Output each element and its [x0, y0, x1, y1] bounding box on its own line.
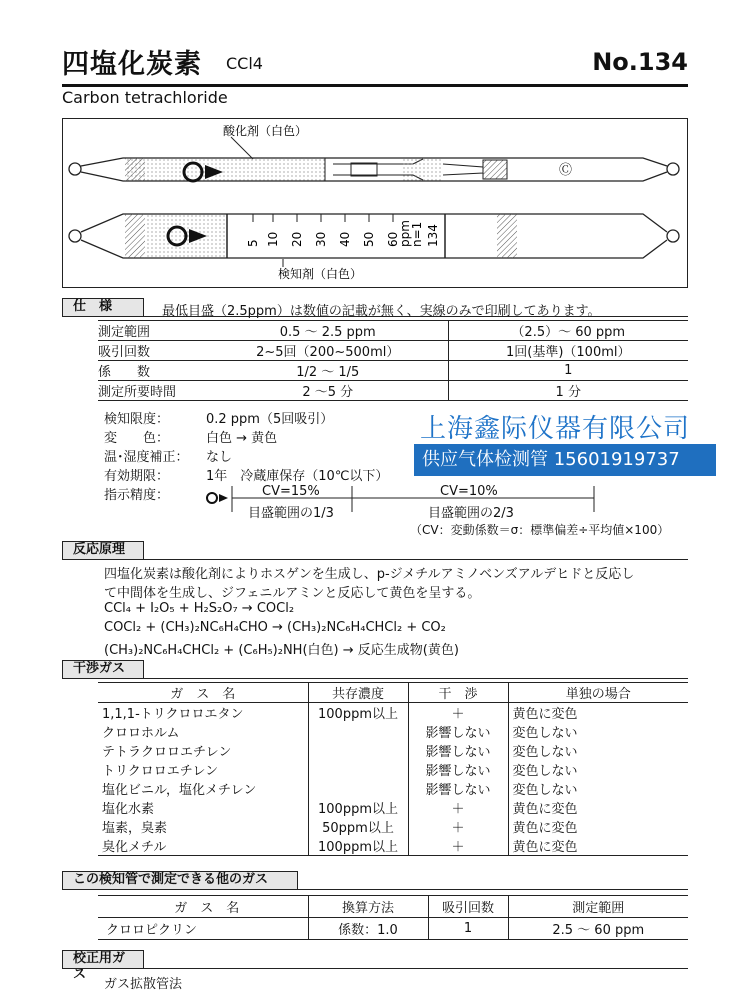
- scale-label: 50: [362, 231, 376, 247]
- column-header: 換算方法: [308, 896, 428, 918]
- cell: 塩化水素: [102, 802, 155, 817]
- cell: 測定範囲: [98, 321, 208, 341]
- other-gases-table: [98, 895, 688, 940]
- table-row: [98, 321, 688, 341]
- table-row: [98, 817, 688, 836]
- scale-label: 134: [426, 224, 440, 247]
- scale-labels: [246, 214, 440, 247]
- cell: トリクロロエチレン: [102, 764, 219, 779]
- cell: 100ppm以上: [308, 703, 408, 723]
- tube-top: [69, 137, 679, 181]
- scale-label: 5: [246, 239, 260, 247]
- table-row: [98, 722, 688, 741]
- cell: 1,1,1-トリクロロエタン: [102, 707, 244, 722]
- cell: 係数：1.0: [308, 918, 428, 940]
- cell: 100ppm以上: [308, 836, 408, 856]
- range-low: 目盛範囲の1/3: [248, 506, 334, 521]
- scale-label: 60: [386, 231, 400, 247]
- calibration-heading: 校正用ガス: [62, 950, 144, 969]
- table-row: [98, 836, 688, 856]
- cell: 黄色に変色: [508, 798, 688, 817]
- interference-table: [98, 682, 688, 856]
- interference-rule: [62, 678, 688, 679]
- cell: 黄色に変色: [508, 703, 688, 723]
- cv-low: CV=15%: [262, 484, 320, 499]
- reaction-text: て中間体を生成し、ジフェニルアミンと反応して黄色を呈する。: [104, 586, 481, 601]
- spec-rule: [62, 316, 688, 317]
- cell: [308, 760, 408, 779]
- table-row: [98, 741, 688, 760]
- reaction-text: 四塩化炭素は酸化剤によりホスゲンを生成し、p-ジメチルアミノベンズアルデヒドと反応し: [104, 567, 635, 582]
- cv-note: （CV：変動係数＝σ：標準偏差÷平均値×100）: [410, 523, 670, 537]
- table-header-row: [98, 896, 688, 918]
- cell: [308, 722, 408, 741]
- cell: 影響しない: [408, 760, 508, 779]
- cell: ＋: [408, 798, 508, 817]
- calibration-rule: [62, 968, 688, 969]
- equation: (CH₃)₂NC₆H₄CHCl₂ + (C₆H₅)₂NH(白色) → 反応生成物(黄色): [104, 643, 459, 658]
- watermark-company: 上海鑫际仪器有限公司: [420, 414, 691, 444]
- column-header: 吸引回数: [428, 896, 508, 918]
- tube-diagram: [63, 119, 686, 286]
- interference-heading: 干渉ガス: [62, 660, 144, 679]
- cell: 1 分: [448, 381, 688, 401]
- cv-high: CV=10%: [440, 484, 498, 499]
- equation: CCl₄ + I₂O₅ + H₂S₂O₇ → COCl₂: [104, 601, 295, 616]
- spec-heading: 仕 様: [62, 298, 144, 317]
- cell: 係 数: [98, 361, 208, 381]
- cell: クロロホルム: [102, 726, 180, 741]
- column-header: ガ ス 名: [98, 683, 308, 703]
- detail-label: 有効期限：: [104, 469, 170, 484]
- column-header: 測定範囲: [508, 896, 688, 918]
- table-header-row: [98, 683, 688, 703]
- scale-label: n=1: [410, 221, 424, 247]
- cell: ＋: [408, 836, 508, 856]
- cell: 変色しない: [508, 741, 688, 760]
- cell: 変色しない: [508, 722, 688, 741]
- reaction-heading: 反応原理: [62, 541, 144, 560]
- title-rule: [62, 84, 688, 87]
- english-name: Carbon tetrachloride: [62, 88, 228, 107]
- cell: 臭化メチル: [98, 836, 308, 856]
- cell: [308, 779, 408, 798]
- reaction-rule: [62, 559, 688, 560]
- column-header: 干 渉: [408, 683, 508, 703]
- cell: クロロピクリン: [98, 918, 308, 940]
- tube-figure: [62, 118, 688, 288]
- chemical-formula: CCl4: [226, 54, 263, 73]
- oxidant-label: 酸化剤（白色）: [223, 124, 308, 138]
- cell: 測定所要時間: [98, 381, 208, 401]
- cell: 1回(基準)（100ml）: [448, 341, 688, 361]
- table-row: [98, 760, 688, 779]
- cell: 影響しない: [408, 741, 508, 760]
- cell: 影響しない: [408, 779, 508, 798]
- other-gases-heading: この検知管で測定できる他のガス: [62, 871, 298, 890]
- equation: COCl₂ + (CH₃)₂NC₆H₄CHO → (CH₃)₂NC₆H₄CHCl₂ + CO₂: [104, 620, 446, 635]
- detect-label: 検知剤（白色）: [278, 267, 363, 281]
- other-gases-rule: [62, 889, 688, 890]
- detail-value: 0.2 ppm（5回吸引）: [206, 412, 334, 427]
- scale-label: 20: [290, 231, 304, 247]
- cell: （2.5）～ 60 ppm: [448, 321, 688, 341]
- cell: 塩素，臭素: [102, 821, 168, 836]
- column-header: 単独の場合: [508, 683, 688, 703]
- detail-label: 温･湿度補正：: [104, 450, 189, 465]
- table-row: [98, 779, 688, 798]
- cell: 0.5 ～ 2.5 ppm: [208, 321, 448, 341]
- table-row: [98, 381, 688, 401]
- cell: 50ppm以上: [308, 817, 408, 836]
- c-mark: Ⓒ: [559, 163, 573, 178]
- cell: ＋: [408, 817, 508, 836]
- cell: 2~5回（200~500ml）: [208, 341, 448, 361]
- spec-table: [98, 320, 688, 401]
- cell: 黄色に変色: [508, 817, 688, 836]
- cell: 2.5 ～ 60 ppm: [508, 918, 688, 940]
- scale-label: ppm: [398, 220, 412, 247]
- table-row: [98, 341, 688, 361]
- scale-label: 10: [266, 231, 280, 247]
- cell: 塩化ビニル，塩化メチレン: [102, 783, 257, 798]
- detail-value: なし: [206, 450, 233, 465]
- scale-label: 30: [314, 231, 328, 247]
- detail-value: 白色 → 黄色: [206, 431, 278, 446]
- range-high: 目盛範囲の2/3: [428, 506, 514, 521]
- detail-label: 検知限度：: [104, 412, 170, 427]
- detail-label: 変 色：: [104, 431, 170, 446]
- cell: 吸引回数: [98, 341, 208, 361]
- detail-value: 1年 冷蔵庫保存（10℃以下）: [206, 469, 389, 484]
- table-row: [98, 361, 688, 381]
- watermark-contact: 供应气体检测管 15601919737: [414, 444, 716, 476]
- cell: 変色しない: [508, 760, 688, 779]
- table-row: [98, 798, 688, 817]
- page-title: 四塩化炭素: [62, 49, 202, 80]
- cell: ＋: [408, 703, 508, 723]
- cell: 1: [428, 918, 508, 940]
- spec-note: 最低目盛（2.5ppm）は数値の記載が無く、実線のみで印刷してあります。: [162, 304, 601, 319]
- cell: 1/2 ～ 1/5: [208, 361, 448, 381]
- column-header: ガ ス 名: [98, 896, 308, 918]
- cell: 影響しない: [408, 722, 508, 741]
- cell: 100ppm以上: [308, 798, 408, 817]
- calibration-text: ガス拡散管法: [104, 977, 183, 992]
- table-row: [98, 703, 688, 723]
- detail-label: 指示精度：: [104, 488, 170, 503]
- cell: [308, 741, 408, 760]
- cell: 2 ～5 分: [208, 381, 448, 401]
- table-row: [98, 918, 688, 940]
- scale-label: 40: [338, 231, 352, 247]
- cell: テトラクロロエチレン: [102, 745, 232, 760]
- product-number: No.134: [592, 48, 688, 76]
- column-header: 共存濃度: [308, 683, 408, 703]
- cell: 黄色に変色: [508, 836, 688, 856]
- cell: 1: [448, 361, 688, 381]
- cell: 変色しない: [508, 779, 688, 798]
